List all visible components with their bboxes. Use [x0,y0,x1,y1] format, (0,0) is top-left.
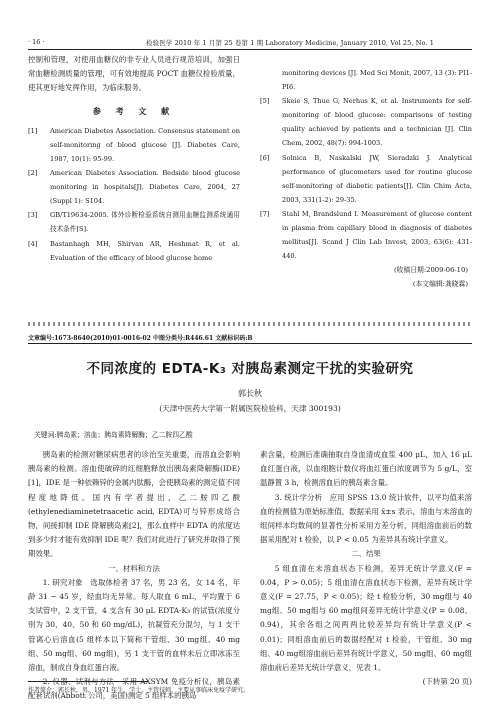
reference-item: [7] Stahl M, Brandslund I. Measurement of glucose content in plasma from capillary blood in diagnosis of diabetes mellitus[J]. Scand J Clin Lab Invest, 2003, 63(6): 431-440. [260,209,472,261]
received-date: (收稿日期:2009-06-10) [394,266,468,275]
results-paragraph: 5 组血清在未溶血状态下检测，差异无统计学意义(F = 0.04，P > 0.05)；5 组血清在溶血状态下检测，差异有统计学意义(F = 27.75，P < 0.05)；经 t 检验分析，30 mg组与 40 mg组、50 mg组与 60 mg组间差异无统计学意义(P = 0.08、0.94)，其余各组之间两两比较差异均有统计学意义(P < 0.01)；同组溶血前后的数据经配对 t 检验，干管组、30 mg组、40 mg组溶血前后差异有统计学意义，50 mg组、60 mg组溶血前后差异无统计学意义，见表 1。 [260,563,472,673]
reference-continuation: monitoring devices [J]. Med Sci Monit, 2007, 13 (3): PI1-PI6. [282,69,472,92]
methods-paragraph-1: 1. 研究对象 选取体检者 37 名，男 23 名，女 14 名，年龄 31 ~ 45 岁，经血均无异常。每人取血 6 mL，平均置于 6 支试管中，2 支干管，4 支含有 30 μL EDTA-K₃ 的试管(浓度分别为 30、40、50 和 60 mg/dL)，抗凝管充分混匀，与 1 支干管离心后溶血(5 组样本以下简称干管组、30 mg组、40 mg组、50 mg组、60 mg组)，另 1 支干管的血样未后立即冰冻至溶血，制成自身血红蛋白液。 [28,577,240,673]
reference-item: [6] Solnica B, Naskalski JW, Sieradzki J. Analytical performance of glucometers used for routine glucose self-monitoring of diabetic patients[J]. Clin Chim Acta, 2003, 331(1-2): 29-35. [260,153,472,204]
article-author: 郭长秋 [238,389,262,398]
editor-note: (本文编辑:龚晓霖) [412,280,468,289]
reference-item: [3] GB/T19634-2005. 体外诊断检验系统自测用血糖监测系统通用技术条件[S]. [28,211,240,234]
references-list-left [28,124,240,265]
article-separator [28,322,472,326]
reference-item: [2] American Diabetes Association. Bedside blood glucose monitoring in hospitals[J]. Diabetes Care, 2004, 27 (Suppl 1): S104. [28,169,240,206]
prev-article-right-column [260,66,472,291]
article-right-column [260,448,472,689]
intro-paragraph: 胰岛素的检测对糖尿病患者的诊治至关重要，而溶血会影响胰岛素的检测。溶血使破碎的红细胞释放出胰岛素降解酶(IDE)[1]，IDE 是一种依赖锌的金属内肽酶，会使胰岛素的测定值不同程度地降低。国内有学者提出，乙二胺四乙酸(ethylenediaminetetraacetic acid, EDTA)可与锌形成络合物，间接抑制 IDE 降解胰岛素[2]，那么血样中 EDTA 的浓度达到多少时才能有效抑制 IDE 呢？我们对此进行了研究并取得了预期效果。 [28,450,240,559]
prev-article-left-column [28,53,240,265]
prev-article-paragraph: 控制和管理，对使用血糖仪的非专业人员进行规范培训，加强日常血糖检测质量的管理，可有效地提高 POCT 血糖仪检验质量，使其更好地发挥作用，为临床服务。 [28,55,240,93]
article-left-column [28,448,240,704]
methods-paragraph-2-cont: 素含量，检测后准确抽取自身血清成血浆 400 μL，加入 16 μL 血红蛋白液，以血细胞计数仪将血红蛋白浓度调节为 5 g/L，室温静置 3 h，检测溶血后的胰岛素含量。 [260,450,472,488]
section-heading-results: 二、结果 [351,549,381,559]
reference-item: [4] Bastanhagh MH, Shirvan AR, Heshmat R, et al. Evaluation of the efficacy of blood glucose home [28,239,240,262]
methods-paragraph-2: 2. 仪器、试剂与方法 采用 AXSYM 免疫分析仪，胰岛素配套试剂(Abbott 公司，美国)测定 5 组样本的胰岛 [28,677,240,701]
reference-item: [1] American Diabetes Association. Consensus statement on self-monitoring of blood glucose [J]. Diabetes Care, 1987, 10(1): 95-99. [28,126,240,163]
continued-note: (下转第 20 页) [422,677,472,687]
stats-paragraph: 3. 统计学分析 应用 SPSS 13.0 统计软件，以平均值来溶血的检测值为原始标准值，数据采用 x̄±s 表示，溶血与未溶血的组间样本均数间的显著性分析采用方差分析，同组溶血前后的数据采用配对 t 检验，以 P < 0.05 为差异具有统计学意义。 [260,492,472,545]
section-heading-methods: 一、材料和方法 [108,563,160,573]
article-meta: 文章编号:1673-8640(2010)01-0016-02 中图分类号:R446.61 文献标识码:B [28,335,253,342]
header-rule [28,49,472,50]
article-keywords: 关键词:胰岛素；溶血；胰岛素降解酶；乙二胺四乙酸 [34,431,193,439]
reference-item: [5] Skeie S, Thue G, Nerhus K, et al. Instruments for self-monitoring of blood glucose: comparisons of testing quality achieved by patients and a technician [J]. Clin Chem, 2002, 48(7): 994-1003. [260,97,472,148]
article-affiliation: (天津中医药大学第一附属医院检验科，天津 300193) [159,404,341,413]
journal-info: 检验医学 2010 年 1 月第 25 卷第 1 期 Laboratory Medicine, January 2010, Vol 25, No. 1 [146,39,434,47]
page-number: · 16 · [28,38,45,46]
references-heading: 参 考 文 献 [92,105,176,116]
author-footnote: 作者简介：郭长秋，男，1971 年生，学士，主管技师，主要从事临床免疫学研究。 [28,687,250,694]
footnote-rule [28,681,148,682]
meta-rule [28,343,472,344]
article-title: 不同浓度的 EDTA-K₃ 对胰岛素测定干扰的实验研究 [86,361,414,377]
